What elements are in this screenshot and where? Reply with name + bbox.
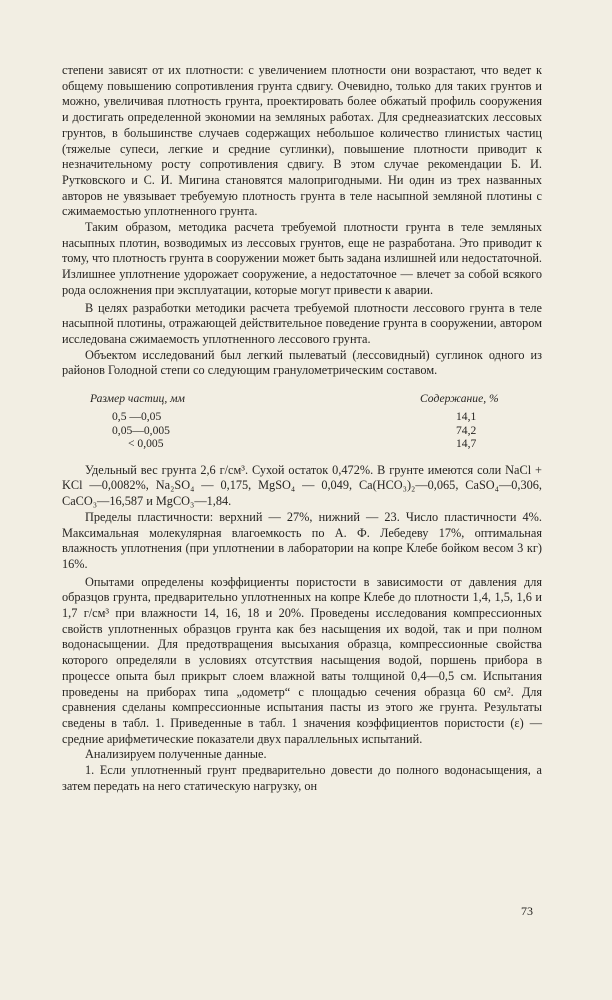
main-text xyxy=(62,63,542,794)
table-cell-size: 0,5 —0,05 xyxy=(112,410,162,424)
paragraph-methodology: Таким образом, методика расчета требуемой плотности грунта в теле земляных насыпных плотин, возводимых из лессовых грунтов, еще не разработана. Это приводит к тому, что плотность грунта в сооружении может быть задана излишней или недостаточной. Излишнее уплотнение удорожает сооружение, а недостаточное — влечет за собой всякого рода осложнения при эксплуатации, которые могут привести к аварии. xyxy=(62,220,542,297)
table-header-size: Размер частиц, мм xyxy=(90,392,185,406)
table-row xyxy=(90,424,499,437)
paragraph-plasticity: Пределы пластичности: верхний — 27%, нижний — 23. Число пластичности 4%. Максимальная молекулярная влагоемкость по А. Ф. Лебедеву 17%, оптимальная влажность уплотнения (при уплотнении в лаборатории на копре Клебе бойком весом 3 кг) 16%. xyxy=(62,509,542,571)
table-header-content: Содержание, % xyxy=(420,392,499,406)
table-cell-content: 14,7 xyxy=(456,437,477,451)
granulometric-table xyxy=(90,392,499,451)
table-cell-size: < 0,005 xyxy=(128,437,164,451)
table-row xyxy=(90,410,499,423)
table-row xyxy=(90,437,499,450)
paragraph-finding-1: 1. Если уплотненный грунт предварительно довести до полного водонасыщения, а затем передать на него статическую нагрузку, он xyxy=(62,763,542,793)
table-cell-content: 14,1 xyxy=(456,410,477,424)
table-header-row xyxy=(90,392,499,410)
paragraph-specific-weight: Удельный вес грунта 2,6 г/см³. Сухой остаток 0,472%. В грунте имеются соли NaCl + KCl —0,0082%, Na₂SO₄ — 0,175, MgSO₄ — 0,049, Ca(HCO₃)₂—0,065, CaSO₄—0,306, CaCO₃—16,587 и MgCO₃—1,84. xyxy=(62,462,542,509)
page-number: 73 xyxy=(521,904,533,918)
paragraph-research-aim: В целях разработки методики расчета требуемой плотности лессового грунта в теле насыпной плотины, отражающей действительное поведение грунта в сооружении, автором исследована сжимаемость уплотненного лессового грунта. xyxy=(62,300,542,346)
paragraph-continuation: степени зависят от их плотности: с увеличением плотности они возрастают, что ведет к общему повышению сопротивления грунта сдвигу. Очевидно, только для таких грунтов и можно, увеличивая плотность грунта, проектировать более обжатый профиль сооружения и достигать определенной экономии на земляных работах. Для среднеазиатских лессовых грунтов, в большинстве случаев содержащих небольшое количество глинистых частиц (тяжелые супеси, легкие и средние суглинки), повышение плотности приводит к незначительному росту сопротивления сдвигу. В этом случае рекомендации Б. И. Рутковского и С. И. Мигина становятся малопригодными. Ни один из трех названных авторов не увязывает требуемую плотность грунта в теле насыпной земляной плотины с сжимаемостью уплотненного грунта. xyxy=(62,63,542,219)
paragraph-analysis: Анализируем полученные данные. xyxy=(85,747,267,762)
table-cell-content: 74,2 xyxy=(456,423,477,437)
paragraph-experiments: Опытами определены коэффициенты пористости в зависимости от давления для образцов грунта, предварительно уплотненных на копре Клебе до плотности 1,4, 1,5, 1,6 и 1,7 г/см³ при влажности 14, 16, 18 и 20%. Проведены исследования компрессионных свойств уплотненных образцов грунта как без насыщения их водой, так и при полном водонасыщении. Для предотвращения высыхания образца, компрессионные свойства которого определяли в условиях отсутствия насыщения водой, поршень прибора в процессе опыта был прикрыт слоем влажной ваты толщиной 0,4—0,5 см. Испытания проведены на приборах типа „одометр“ с площадью сечения образца 60 см². Для сравнения сделаны компрессионные испытания пасты из этого же грунта. Результаты сведены в табл. 1. Приведенные в табл. 1 значения коэффициентов пористости (ε) — средние арифметические показатели двух параллельных испытаний. xyxy=(62,574,542,746)
table-cell-size: 0,05—0,005 xyxy=(112,423,170,437)
paragraph-research-object: Объектом исследований был легкий пылеватый (лессовидный) суглинок одного из районов Голодной степи со следующим гранулометрическим составом. xyxy=(62,347,542,378)
